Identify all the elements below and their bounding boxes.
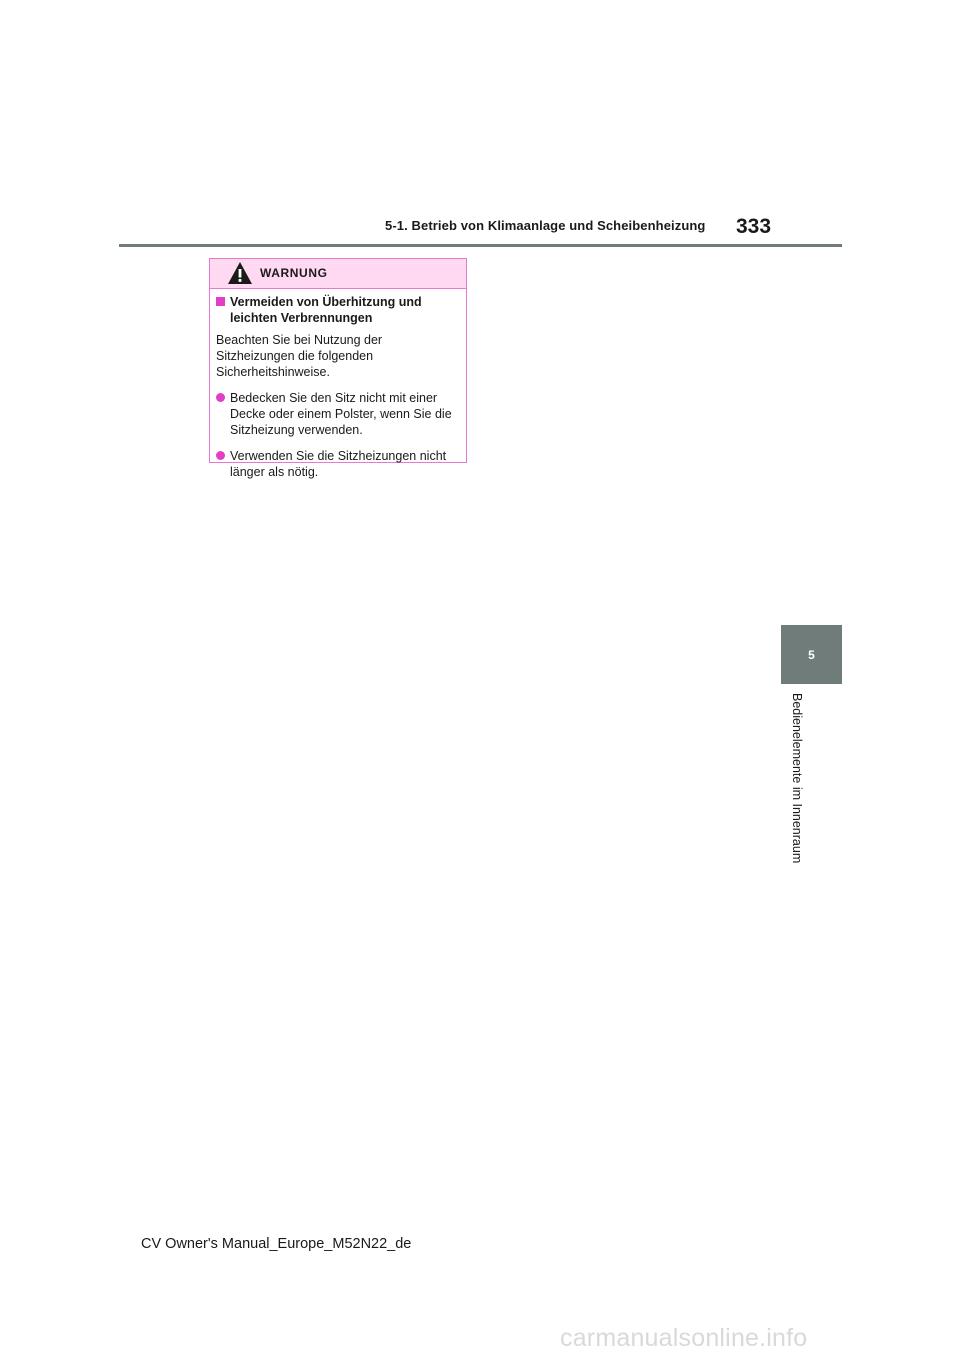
header-divider [119,244,842,247]
watermark: carmanualsonline.info [560,1324,808,1352]
round-bullet-icon [216,451,225,460]
chapter-number: 5 [808,647,815,662]
chapter-tab [781,625,842,684]
warning-triangle-icon [227,261,253,285]
warning-intro: Beachten Sie bei Nutzung der Sitzheizungen die folgenden Sicherheitshinweise. [216,333,383,379]
list-item-text: Verwenden Sie die Sitzheizungen nicht länger als nötig. [230,449,447,479]
square-bullet-icon [216,297,225,306]
warning-heading [216,294,460,326]
chapter-title: Bedienelemente im Innenraum [790,693,804,864]
manual-footer: CV Owner's Manual_Europe_M52N22_de [141,1236,412,1252]
warning-heading-text: Vermeiden von Überhitzung und leichten Verbrennungen [230,295,422,325]
list-item [216,390,460,438]
warning-header [210,259,466,289]
section-title: 5-1. Betrieb von Klimaanlage und Scheibenheizung [385,218,706,233]
round-bullet-icon [216,393,225,402]
page-number: 333 [736,215,772,238]
list-item-text: Bedecken Sie den Sitz nicht mit einer Decke oder einem Polster, wenn Sie die Sitzheizung verwenden. [230,391,452,437]
warning-box [209,258,467,479]
warning-body [210,289,466,480]
list-item [216,448,460,480]
warning-label: WARNUNG [260,266,328,280]
